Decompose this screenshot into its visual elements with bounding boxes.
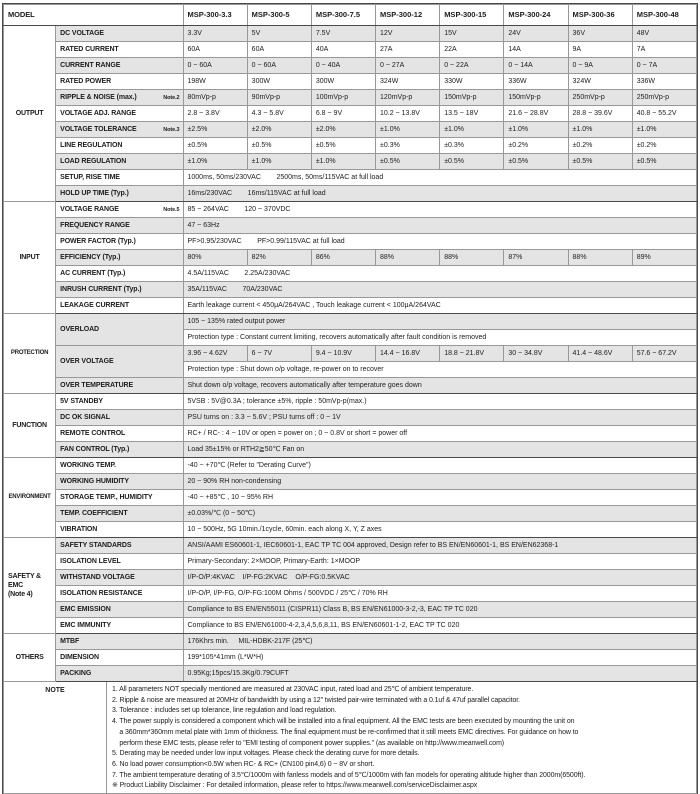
spec-value-cell: 0 ~ 40A <box>311 58 375 74</box>
spec-value-cell: ±1.0% <box>504 122 568 138</box>
spec-value-cell: ±0.5% <box>311 138 375 154</box>
spec-value-cell: ±0.3% <box>376 138 440 154</box>
spec-label-voltage-adj-range: VOLTAGE ADJ. RANGE <box>56 106 183 122</box>
spec-value-cell: 4.3 ~ 5.8V <box>247 106 311 122</box>
spec-value-cell: 88% <box>440 250 504 266</box>
spec-value-cell: 41.4 ~ 48.6V <box>568 346 632 362</box>
spec-value-cell: ±0.5% <box>376 154 440 170</box>
spec-value-cell: 300W <box>247 74 311 90</box>
model-header-msp-300-36: MSP-300-36 <box>568 5 632 26</box>
spec-value-cell: ±1.0% <box>376 122 440 138</box>
spec-label-working-humidity: WORKING HUMIDITY <box>56 474 183 490</box>
spec-value-cell: 250mVp-p <box>568 90 632 106</box>
spec-value-cell: 88% <box>376 250 440 266</box>
spec-label-storage-temp-humidity: STORAGE TEMP., HUMIDITY <box>56 490 183 506</box>
spec-value-span: Earth leakage current < 450μA/264VAC , Touch leakage current < 100μA/264VAC <box>183 298 697 314</box>
spec-value-cell: 21.6 ~ 28.8V <box>504 106 568 122</box>
spec-table <box>3 4 697 794</box>
spec-value-cell: 14.4 ~ 16.8V <box>376 346 440 362</box>
spec-value-cell: 330W <box>440 74 504 90</box>
spec-value-cell: 3.3V <box>183 26 247 42</box>
spec-value-cell: 13.5 ~ 18V <box>440 106 504 122</box>
spec-label-over-voltage: OVER VOLTAGE <box>56 346 183 378</box>
spec-label-5v-standby: 5V STANDBY <box>56 394 183 410</box>
spec-value-cell: 24V <box>504 26 568 42</box>
spec-label-safety-standards: SAFETY STANDARDS <box>56 538 183 554</box>
spec-value-cell: 0 ~ 27A <box>376 58 440 74</box>
section-function: FUNCTION <box>4 394 56 458</box>
spec-value-cell: 0 ~ 7A <box>632 58 696 74</box>
spec-value-cell: 6 ~ 7V <box>247 346 311 362</box>
spec-value-cell: 150mVp-p <box>504 90 568 106</box>
spec-value-cell: ±1.0% <box>183 154 247 170</box>
spec-value-span: 4.5A/115VAC 2.25A/230VAC <box>183 266 697 282</box>
spec-value-cell: 60A <box>247 42 311 58</box>
spec-value-span: PF>0.95/230VAC PF>0.99/115VAC at full load <box>183 234 697 250</box>
model-header-label: MODEL <box>4 5 184 26</box>
spec-value-cell: 0 ~ 22A <box>440 58 504 74</box>
model-header-msp-300-12: MSP-300-12 <box>376 5 440 26</box>
spec-value-cell: ±0.5% <box>504 154 568 170</box>
spec-label-withstand-voltage: WITHSTAND VOLTAGE <box>56 570 183 586</box>
spec-value-cell: 336W <box>632 74 696 90</box>
spec-label-dc-voltage: DC VOLTAGE <box>56 26 183 42</box>
spec-value-cell: 30 ~ 34.8V <box>504 346 568 362</box>
spec-value-cell: 14A <box>504 42 568 58</box>
spec-value-cell: 7A <box>632 42 696 58</box>
spec-value-span: 199*105*41mm (L*W*H) <box>183 650 697 666</box>
section-safety-emc-note-4: SAFETY & EMC (Note 4) <box>4 538 56 634</box>
note-ref-tag: Note.3 <box>163 126 180 133</box>
spec-value-cell: 36V <box>568 26 632 42</box>
spec-label-isolation-level: ISOLATION LEVEL <box>56 554 183 570</box>
spec-label-emc-immunity: EMC IMMUNITY <box>56 618 183 634</box>
spec-label-remote-control: REMOTE CONTROL <box>56 426 183 442</box>
section-input: INPUT <box>4 202 56 314</box>
note-line: perform these EMC tests, please refer to "EMI testing of component power supplies." (as available on http://www.meanwell.com) <box>112 739 505 747</box>
spec-label-isolation-resistance: ISOLATION RESISTANCE <box>56 586 183 602</box>
spec-label-dimension: DIMENSION <box>56 650 183 666</box>
spec-label-mtbf: MTBF <box>56 634 183 650</box>
spec-label-inrush-current-typ: INRUSH CURRENT (Typ.) <box>56 282 183 298</box>
spec-value-span: PSU turns on : 3.3 ~ 5.6V ; PSU turns off : 0 ~ 1V <box>183 410 697 426</box>
spec-value-cell: ±2.0% <box>247 122 311 138</box>
spec-label-rated-current: RATED CURRENT <box>56 42 183 58</box>
spec-value-cell: 324W <box>568 74 632 90</box>
spec-value-cell: 80% <box>183 250 247 266</box>
spec-value-cell: ±0.2% <box>568 138 632 154</box>
model-header-msp-300-5: MSP-300-5 <box>247 5 311 26</box>
spec-value-cell: 12V <box>376 26 440 42</box>
spec-value-cell: 15V <box>440 26 504 42</box>
spec-value-span: 47 ~ 63Hz <box>183 218 697 234</box>
spec-label-packing: PACKING <box>56 666 183 682</box>
spec-value-span: -40 ~ +85℃ , 10 ~ 95% RH <box>183 490 697 506</box>
note-line: 7. The ambient temperature derating of 3.5℃/1000m with fanless models and of 5℃/1000m with fan models for operating altitude higher than 2000m(6500ft). <box>112 771 586 779</box>
spec-value-cell: ±1.0% <box>568 122 632 138</box>
spec-value-span: Protection type : Constant current limiting, recovers automatically after fault condition is removed <box>183 330 697 346</box>
note-line: 5. Derating may be needed under low input voltages. Please check the derating curve for more details. <box>112 750 420 758</box>
spec-value-cell: 18.8 ~ 21.8V <box>440 346 504 362</box>
spec-value-cell: 0 ~ 60A <box>247 58 311 74</box>
spec-label-efficiency-typ: EFFICIENCY (Typ.) <box>56 250 183 266</box>
spec-value-cell: ±1.0% <box>632 122 696 138</box>
spec-value-cell: 60A <box>183 42 247 58</box>
model-header-msp-300-3-3: MSP-300-3.3 <box>183 5 247 26</box>
spec-value-cell: 198W <box>183 74 247 90</box>
spec-value-cell: 22A <box>440 42 504 58</box>
spec-value-span: 85 ~ 264VAC 120 ~ 370VDC <box>183 202 697 218</box>
model-header-msp-300-48: MSP-300-48 <box>632 5 696 26</box>
spec-label-ac-current-typ: AC CURRENT (Typ.) <box>56 266 183 282</box>
spec-value-cell: ±2.0% <box>311 122 375 138</box>
spec-value-cell: ±0.5% <box>568 154 632 170</box>
note-ref-tag: Note.2 <box>163 94 180 101</box>
section-output: OUTPUT <box>4 26 56 202</box>
spec-value-cell: 0 ~ 9A <box>568 58 632 74</box>
section-others: OTHERS <box>4 634 56 682</box>
spec-value-cell: 120mVp-p <box>376 90 440 106</box>
spec-value-cell: 28.8 ~ 39.6V <box>568 106 632 122</box>
spec-value-cell: 150mVp-p <box>440 90 504 106</box>
note-line: 3. Tolerance : includes set up tolerance, line regulation and load regulation. <box>112 707 337 715</box>
spec-label-vibration: VIBRATION <box>56 522 183 538</box>
spec-value-cell: 2.8 ~ 3.8V <box>183 106 247 122</box>
spec-value-cell: ±2.5% <box>183 122 247 138</box>
spec-label-overload: OVERLOAD <box>56 314 183 346</box>
spec-value-cell: ±0.2% <box>504 138 568 154</box>
spec-value-span: ANSI/AAMI ES60601-1, IEC60601-1, EAC TP TC 004 approved, Design refer to BS EN/EN60601-1, BS EN/EN62368-1 <box>183 538 697 554</box>
spec-value-cell: 88% <box>568 250 632 266</box>
spec-label-power-factor-typ: POWER FACTOR (Typ.) <box>56 234 183 250</box>
note-line: ※ Product Liability Disclaimer : For detailed information, please refer to https://www.meanwell.com/serviceDisclaimer.aspx <box>112 782 478 790</box>
model-header-msp-300-7-5: MSP-300-7.5 <box>311 5 375 26</box>
note-line: 1. All parameters NOT specially mentioned are measured at 230VAC input, rated load and 25℃ of ambient temperature. <box>112 686 474 693</box>
spec-label-fan-control-typ: FAN CONTROL (Typ.) <box>56 442 183 458</box>
spec-label-temp-coefficient: TEMP. COEFFICIENT <box>56 506 183 522</box>
section-protection: PROTECTION <box>4 314 56 394</box>
spec-value-cell: ±0.3% <box>440 138 504 154</box>
spec-value-cell: ±0.5% <box>632 154 696 170</box>
spec-value-span: 1000ms, 50ms/230VAC 2500ms, 50ms/115VAC at full load <box>183 170 697 186</box>
spec-value-span: I/P-O/P, I/P-FG, O/P-FG:100M Ohms / 500VDC / 25℃ / 70% RH <box>183 586 697 602</box>
spec-value-cell: 7.5V <box>311 26 375 42</box>
spec-label-line-regulation: LINE REGULATION <box>56 138 183 154</box>
spec-value-cell: ±1.0% <box>440 122 504 138</box>
spec-value-cell: 48V <box>632 26 696 42</box>
spec-value-span: I/P-O/P:4KVAC I/P-FG:2KVAC O/P-FG:0.5KVAC <box>183 570 697 586</box>
spec-label-ripple-noise-max: RIPPLE & NOISE (max.) Note.2 <box>56 90 183 106</box>
spec-value-span: 105 ~ 135% rated output power <box>183 314 697 330</box>
spec-value-cell: 300W <box>311 74 375 90</box>
note-ref-tag: Note.5 <box>163 206 180 213</box>
spec-value-cell: 5V <box>247 26 311 42</box>
spec-value-cell: 86% <box>311 250 375 266</box>
spec-value-cell: 87% <box>504 250 568 266</box>
spec-value-cell: 0 ~ 14A <box>504 58 568 74</box>
spec-label-dc-ok-signal: DC OK SIGNAL <box>56 410 183 426</box>
spec-value-cell: 40.8 ~ 55.2V <box>632 106 696 122</box>
spec-label-hold-up-time-typ: HOLD UP TIME (Typ.) <box>56 186 183 202</box>
spec-value-cell: 89% <box>632 250 696 266</box>
spec-value-cell: 90mVp-p <box>247 90 311 106</box>
spec-value-span: 176Khrs min. MIL-HDBK-217F (25℃) <box>183 634 697 650</box>
spec-value-span: 20 ~ 90% RH non-condensing <box>183 474 697 490</box>
note-line: 2. Ripple & noise are measured at 20MHz of bandwidth by using a 12" twisted pair-wire terminated with a 0.1uf & 47uf parallel capacitor. <box>112 696 520 704</box>
spec-value-span: RC+ / RC- : 4 ~ 10V or open = power on ; 0 ~ 0.8V or short = power off <box>183 426 697 442</box>
spec-value-cell: 324W <box>376 74 440 90</box>
spec-value-span: Load 35±15% or RTH2≧50℃ Fan on <box>183 442 697 458</box>
spec-value-cell: ±0.2% <box>632 138 696 154</box>
spec-value-cell: ±0.5% <box>183 138 247 154</box>
spec-value-cell: 82% <box>247 250 311 266</box>
spec-value-cell: 3.96 ~ 4.62V <box>183 346 247 362</box>
spec-value-cell: 9A <box>568 42 632 58</box>
spec-value-cell: 336W <box>504 74 568 90</box>
spec-value-span: Compliance to BS EN/EN61000-4-2,3,4,5,6,8,11, BS EN/EN60601-1-2, EAC TP TC 020 <box>183 618 697 634</box>
spec-value-cell: 80mVp-p <box>183 90 247 106</box>
section-environment: ENVIRONMENT <box>4 458 56 538</box>
spec-value-cell: 57.6 ~ 67.2V <box>632 346 696 362</box>
spec-value-span: ±0.03%/℃ (0 ~ 50℃) <box>183 506 697 522</box>
spec-value-cell: 9.4 ~ 10.9V <box>311 346 375 362</box>
note-line: 6. No load power consumption<0.5W when RC- & RC+ (CN100 pin4,6) 0 ~ 8V or short. <box>112 760 375 768</box>
spec-value-span: 35A/115VAC 70A/230VAC <box>183 282 697 298</box>
spec-label-working-temp: WORKING TEMP. <box>56 458 183 474</box>
spec-label-leakage-current: LEAKAGE CURRENT <box>56 298 183 314</box>
note-section-label: NOTE <box>4 682 107 793</box>
spec-value-cell: 27A <box>376 42 440 58</box>
spec-label-emc-emission: EMC EMISSION <box>56 602 183 618</box>
spec-label-voltage-range: VOLTAGE RANGE Note.5 <box>56 202 183 218</box>
spec-value-span: 16ms/230VAC 16ms/115VAC at full load <box>183 186 697 202</box>
note-text-block <box>107 682 696 793</box>
model-header-msp-300-24: MSP-300-24 <box>504 5 568 26</box>
spec-value-cell: 250mVp-p <box>632 90 696 106</box>
spec-value-span: Shut down o/p voltage, recovers automatically after temperature goes down <box>183 378 697 394</box>
spec-label-load-regulation: LOAD REGULATION <box>56 154 183 170</box>
spec-value-cell: ±0.5% <box>440 154 504 170</box>
spec-label-frequency-range: FREQUENCY RANGE <box>56 218 183 234</box>
spec-label-current-range: CURRENT RANGE <box>56 58 183 74</box>
spec-label-setup-rise-time: SETUP, RISE TIME <box>56 170 183 186</box>
spec-value-cell: ±1.0% <box>311 154 375 170</box>
spec-value-span: 5VSB : 5V@0.3A ; tolerance ±5%, ripple : 50mVp-p(max.) <box>183 394 697 410</box>
spec-value-span: 0.95Kg;15pcs/15.3Kg/0.79CUFT <box>183 666 697 682</box>
spec-label-rated-power: RATED POWER <box>56 74 183 90</box>
spec-value-span: 10 ~ 500Hz, 5G 10min./1cycle, 60min. each along X, Y, Z axes <box>183 522 697 538</box>
spec-value-cell: 100mVp-p <box>311 90 375 106</box>
spec-value-cell: 6.8 ~ 9V <box>311 106 375 122</box>
spec-label-voltage-tolerance: VOLTAGE TOLERANCE Note.3 <box>56 122 183 138</box>
spec-value-span: Protection type : Shut down o/p voltage, re-power on to recover <box>183 362 697 378</box>
note-line: 4. The power supply is considered a component which will be installed into a final equipment. All the EMC tests are been executed by mounting the unit on <box>112 718 575 726</box>
spec-label-over-temperature: OVER TEMPERATURE <box>56 378 183 394</box>
spec-value-cell: 10.2 ~ 13.8V <box>376 106 440 122</box>
model-header-msp-300-15: MSP-300-15 <box>440 5 504 26</box>
spec-value-cell: ±1.0% <box>247 154 311 170</box>
spec-value-span: Compliance to BS EN/EN55011 (CISPR11) Class B, BS EN/EN61000-3-2,-3, EAC TP TC 020 <box>183 602 697 618</box>
spec-value-cell: 40A <box>311 42 375 58</box>
note-line: a 360mm*360mm metal plate with 1mm of thickness. The final equipment must be re-confirmed that it still meets EMC directives. For guidance on how to <box>112 728 579 736</box>
spec-value-span: Primary-Secondary: 2×MOOP, Primary-Earth: 1×MOOP <box>183 554 697 570</box>
spec-value-cell: 0 ~ 60A <box>183 58 247 74</box>
spec-value-span: -40 ~ +70℃ (Refer to "Derating Curve") <box>183 458 697 474</box>
note-cell <box>4 682 697 794</box>
spec-value-cell: ±0.5% <box>247 138 311 154</box>
